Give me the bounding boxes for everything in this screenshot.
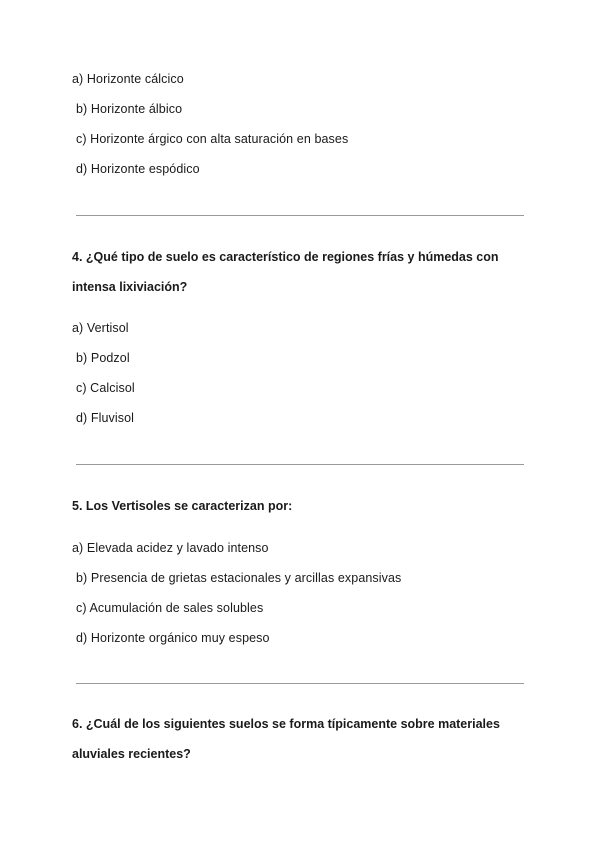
q5-option-a: a) Elevada acidez y lavado intenso <box>72 541 269 555</box>
question-5: 5. Los Vertisoles se caracterizan por: <box>72 499 293 513</box>
q3-option-a: a) Horizonte cálcico <box>72 72 184 86</box>
divider-1 <box>76 215 524 216</box>
divider-2 <box>76 464 524 465</box>
q4-option-b: b) Podzol <box>76 351 130 365</box>
q4-option-a: a) Vertisol <box>72 321 129 335</box>
q5-option-c: c) Acumulación de sales solubles <box>76 601 264 615</box>
q4-option-d: d) Fluvisol <box>76 411 135 425</box>
q3-option-c: c) Horizonte árgico con alta saturación en bases <box>76 132 349 146</box>
q5-option-b: b) Presencia de grietas estacionales y arcillas expansivas <box>76 571 402 585</box>
question-6: 6. ¿Cuál de los siguientes suelos se forma típicamente sobre materiales aluviales recientes? <box>72 717 500 761</box>
q3-option-b: b) Horizonte álbico <box>76 102 183 116</box>
question-4: 4. ¿Qué tipo de suelo es característico de regiones frías y húmedas con intensa lixiviación? <box>72 250 499 294</box>
q4-option-c: c) Calcisol <box>76 381 135 395</box>
divider-3 <box>76 683 524 684</box>
q3-option-d: d) Horizonte espódico <box>76 162 200 176</box>
q5-option-d: d) Horizonte orgánico muy espeso <box>76 631 270 645</box>
